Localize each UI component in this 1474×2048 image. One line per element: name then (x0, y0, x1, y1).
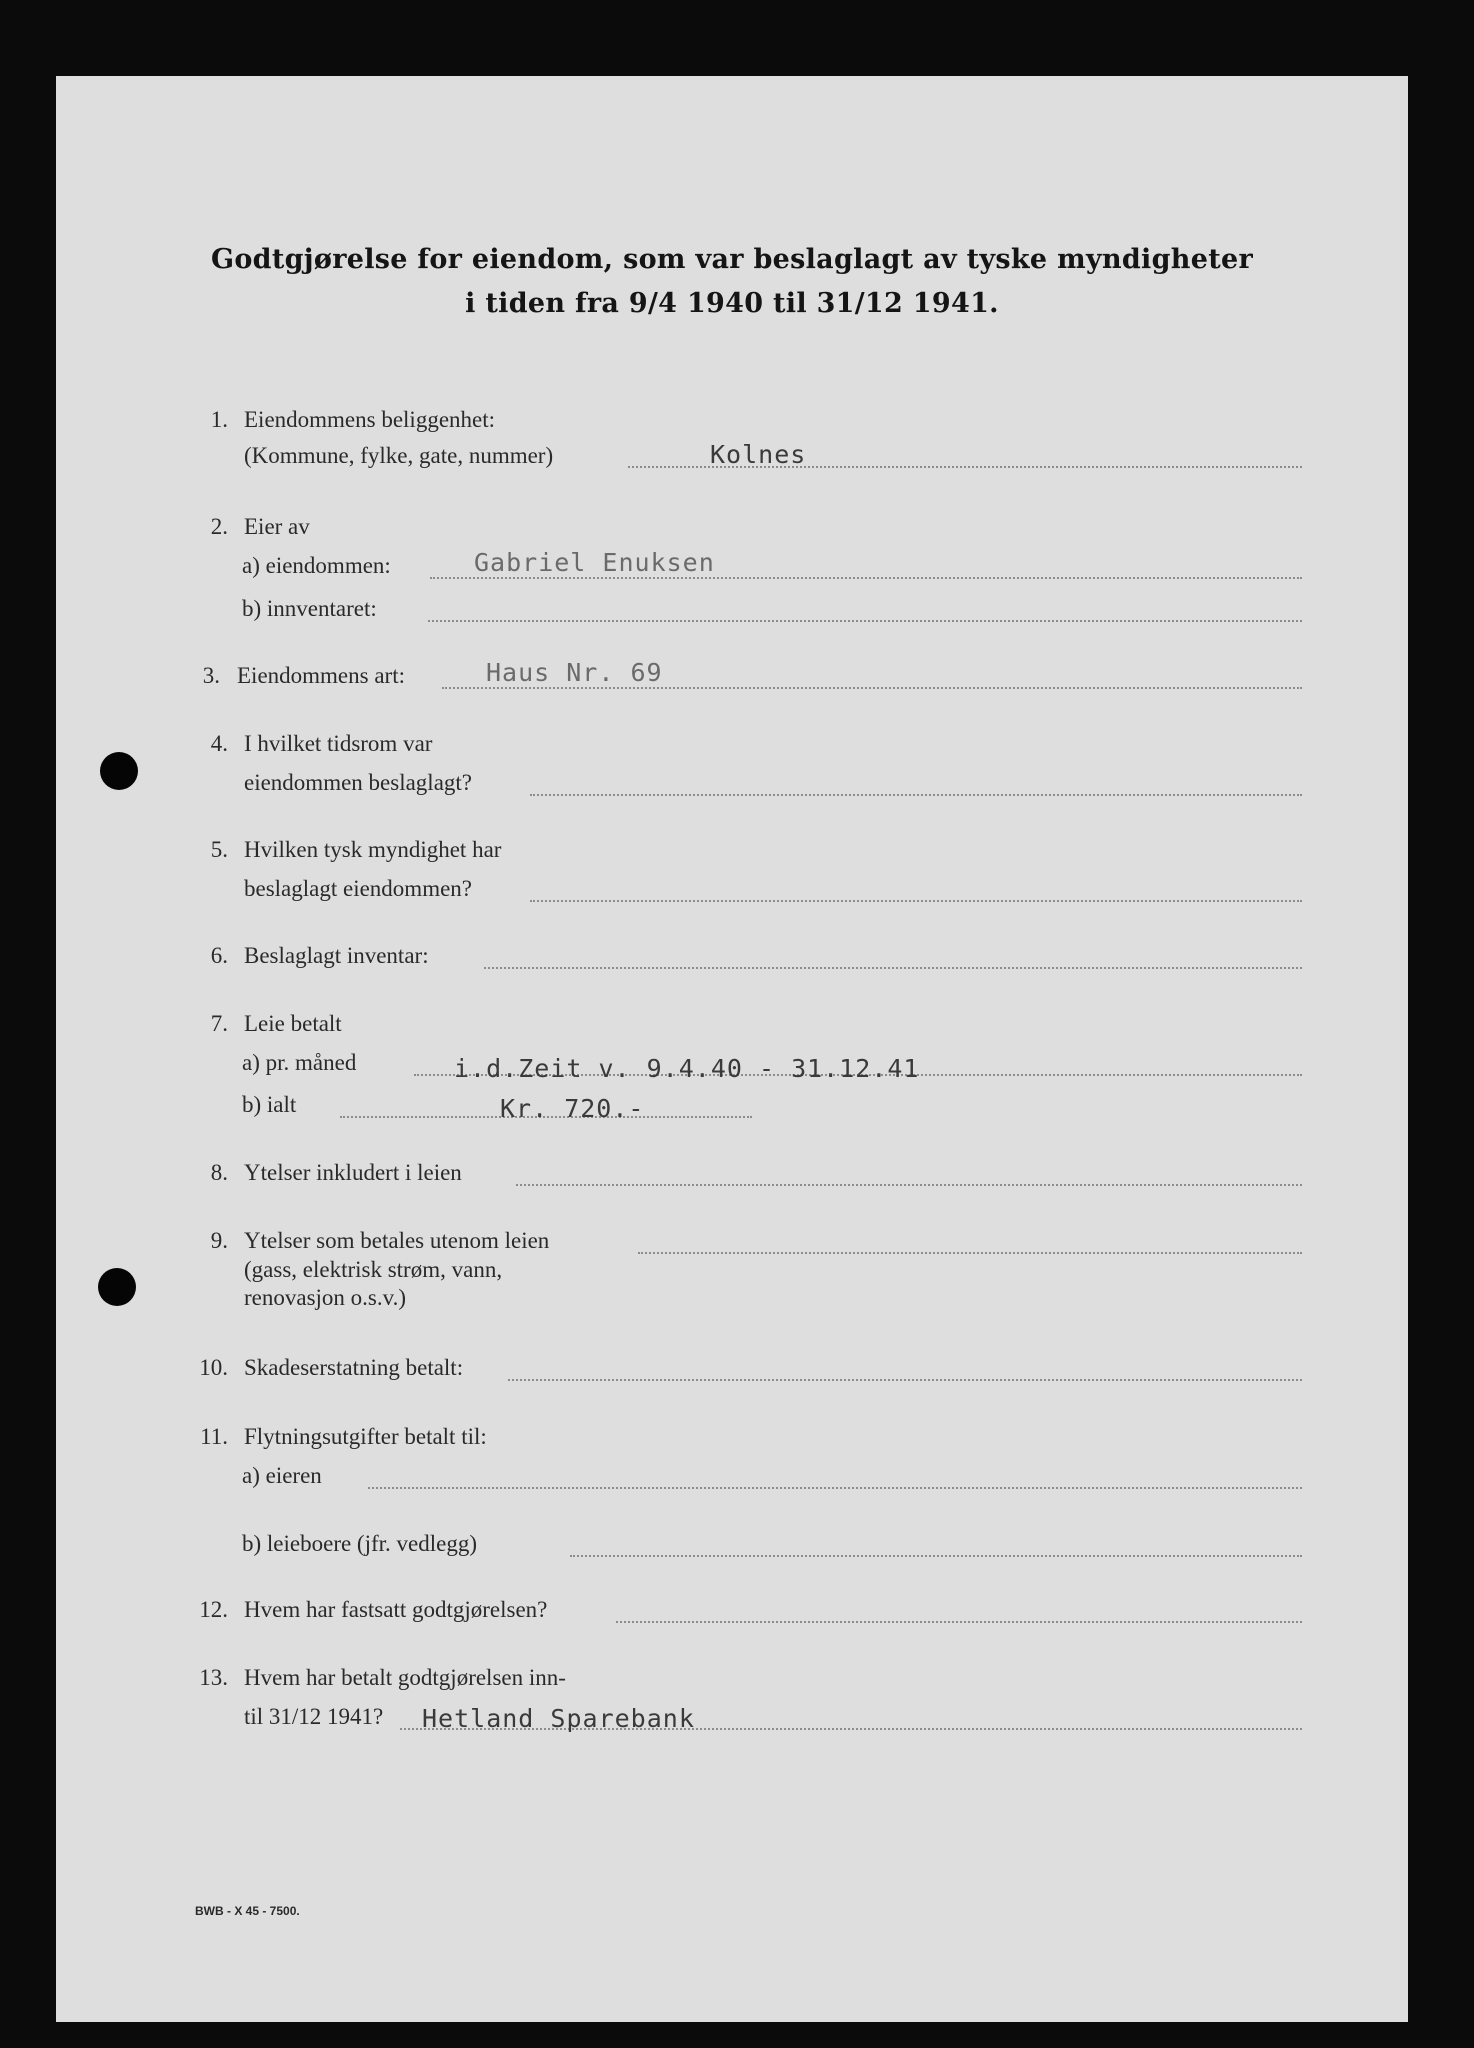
item-2-label: Eier av (244, 514, 310, 539)
item-5-label: Hvilken tysk myndighet har (244, 837, 502, 862)
item-9-label: Ytelser som betales utenom leien (244, 1228, 550, 1253)
item-3-answer[interactable]: Haus Nr. 69 (486, 658, 663, 687)
item-13-sublabel: til 31/12 1941? (244, 1704, 384, 1729)
form-title-line-2: i tiden fra 9/4 1940 til 31/12 1941. (465, 288, 999, 319)
item-2a-answer[interactable]: Gabriel Enuksen (474, 548, 715, 577)
punch-hole-bottom (98, 1268, 136, 1306)
item-7b-answer[interactable]: Kr. 720.- (500, 1094, 645, 1123)
item-5-sublabel: beslaglagt eiendommen? (244, 876, 473, 901)
item-5-number: 5. (210, 837, 228, 862)
item-7a-answer[interactable]: i.d.Zeit v. 9.4.40 - 31.12.41 (454, 1054, 920, 1083)
item-7b-label: b) ialt (242, 1092, 297, 1117)
item-6-number: 6. (210, 943, 228, 968)
item-11-label: Flytningsutgifter betalt til: (244, 1424, 487, 1449)
item-7-label: Leie betalt (244, 1011, 342, 1036)
item-9-number: 9. (210, 1228, 228, 1253)
form-title-line-1: Godtgjørelse for eiendom, som var beslaglagt av tyske myndigheter (211, 244, 1253, 275)
item-11b-label: b) leieboere (jfr. vedlegg) (242, 1531, 477, 1556)
item-10-label: Skadeserstatning betalt: (244, 1355, 464, 1380)
item-1-answer[interactable]: Kolnes (710, 440, 807, 469)
item-3-number: 3. (202, 663, 220, 688)
item-13-answer[interactable]: Hetland Sparebank (422, 1704, 695, 1733)
item-9-answer-line[interactable] (638, 1252, 1302, 1254)
item-6-answer-line[interactable] (484, 967, 1302, 969)
item-13-number: 13. (199, 1665, 228, 1690)
item-11-number: 11. (200, 1424, 228, 1449)
item-10-number: 10. (199, 1355, 228, 1380)
item-9-sublabel-2: renovasjon o.s.v.) (244, 1285, 407, 1310)
item-4-label: I hvilket tidsrom var (244, 731, 433, 756)
item-9-sublabel-1: (gass, elektrisk strøm, vann, (244, 1257, 503, 1282)
item-2b-label: b) innventaret: (242, 596, 377, 621)
item-1-number: 1. (210, 407, 228, 432)
item-7-number: 7. (210, 1011, 228, 1036)
item-3-answer-line (442, 687, 1302, 689)
item-2a-label: a) eiendommen: (242, 553, 391, 578)
item-12-answer-line[interactable] (616, 1621, 1302, 1623)
item-11a-answer-line[interactable] (368, 1487, 1302, 1489)
item-12-number: 12. (199, 1597, 228, 1622)
item-2b-answer-line[interactable] (428, 620, 1302, 622)
item-7a-label: a) pr. måned (242, 1050, 357, 1075)
item-1-sublabel: (Kommune, fylke, gate, nummer) (244, 443, 554, 468)
item-4-answer-line[interactable] (530, 794, 1302, 796)
item-13-label: Hvem har betalt godtgjørelsen inn- (244, 1665, 566, 1690)
item-6-label: Beslaglagt inventar: (244, 943, 429, 968)
item-3-label: Eiendommens art: (237, 663, 405, 688)
item-4-sublabel: eiendommen beslaglagt? (244, 770, 473, 795)
item-10-answer-line[interactable] (508, 1379, 1302, 1381)
item-12-label: Hvem har fastsatt godtgjørelsen? (244, 1597, 548, 1622)
form-sheet (56, 76, 1408, 2022)
item-11a-label: a) eieren (242, 1463, 322, 1488)
item-8-answer-line[interactable] (516, 1184, 1302, 1186)
item-1-label: Eiendommens beliggenhet: (244, 407, 496, 432)
item-2-number: 2. (210, 514, 228, 539)
item-5-answer-line[interactable] (530, 900, 1302, 902)
item-8-number: 8. (210, 1160, 228, 1185)
punch-hole-top (100, 752, 138, 790)
item-11b-answer-line[interactable] (570, 1555, 1302, 1557)
item-8-label: Ytelser inkludert i leien (244, 1160, 462, 1185)
item-2a-answer-line (430, 577, 1302, 579)
item-4-number: 4. (210, 731, 228, 756)
print-code-footer: BWB - X 45 - 7500. (195, 1904, 300, 1918)
